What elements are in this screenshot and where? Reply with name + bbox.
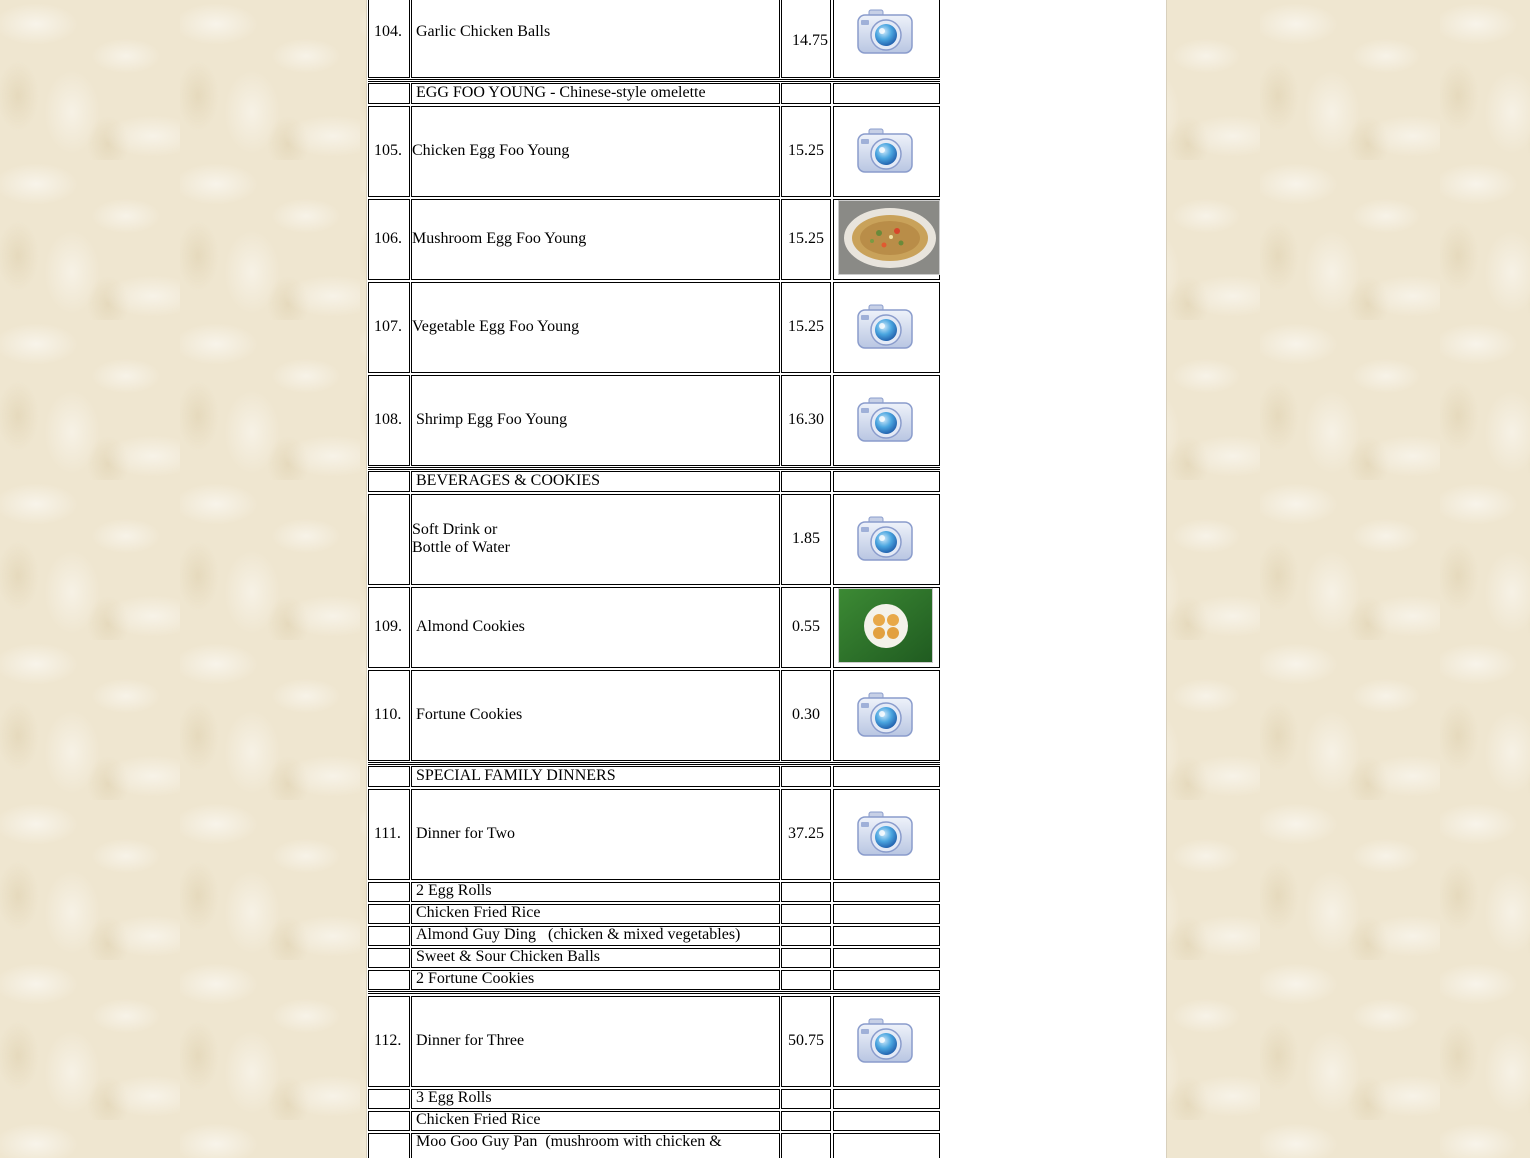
dinner-item-row [367, 1089, 943, 1109]
item-number: 104. [374, 23, 402, 40]
item-name: Chicken Egg Foo Young [412, 142, 570, 159]
camera-icon[interactable] [855, 808, 915, 860]
almond-cookies-photo[interactable] [838, 588, 933, 663]
dinner-item-row [367, 926, 943, 946]
item-number: 109. [374, 618, 402, 635]
item-price: 37.25 [788, 825, 824, 842]
menu-row-111 [367, 789, 943, 880]
section-row [367, 83, 943, 104]
item-number: 111. [374, 825, 401, 842]
dinner-item-row [367, 1111, 943, 1131]
section-row [367, 471, 943, 492]
menu-row-108 [367, 375, 943, 466]
item-number: 110. [374, 706, 402, 723]
item-number: 106. [374, 230, 402, 247]
dinner-item: 2 Egg Rolls [416, 882, 492, 899]
item-price: 15.25 [788, 142, 824, 159]
menu-row-105 [367, 106, 943, 197]
item-name: Fortune Cookies [416, 706, 523, 723]
item-price: 0.55 [792, 618, 820, 635]
menu-row-106 [367, 199, 943, 280]
camera-icon[interactable] [855, 394, 915, 446]
dinner-item: Moo Goo Guy Pan (mushroom with chicken & [416, 1133, 722, 1150]
section-title: SPECIAL FAMILY DINNERS [416, 767, 616, 784]
dinner-item: Sweet & Sour Chicken Balls [416, 948, 600, 965]
menu-row-107 [367, 282, 943, 373]
item-number: 107. [374, 318, 402, 335]
item-price: 50.75 [788, 1032, 824, 1049]
camera-icon[interactable] [855, 513, 915, 565]
dinner-item: Almond Guy Ding (chicken & mixed vegetables) [416, 926, 741, 943]
item-price: 15.25 [788, 318, 824, 335]
camera-icon[interactable] [855, 301, 915, 353]
dinner-item-row [367, 948, 943, 968]
dinner-item-row [367, 970, 943, 990]
egg-foo-young-photo[interactable] [838, 200, 940, 275]
menu-row-104 [367, 0, 943, 78]
item-name: Vegetable Egg Foo Young [412, 318, 580, 335]
item-price: 1.85 [792, 530, 820, 547]
item-price: 0.30 [792, 706, 820, 723]
item-name: Dinner for Three [416, 1032, 525, 1049]
camera-icon[interactable] [855, 6, 915, 58]
section-row [367, 766, 943, 787]
item-number: 105. [374, 142, 402, 159]
dinner-item: Chicken Fried Rice [416, 904, 541, 921]
item-name: Shrimp Egg Foo Young [416, 411, 568, 428]
item-price: 16.30 [788, 411, 824, 428]
item-price: 15.25 [788, 230, 824, 247]
menu-row-112 [367, 996, 943, 1087]
dinner-item: Chicken Fried Rice [416, 1111, 541, 1128]
item-name: Dinner for Two [416, 825, 516, 842]
item-name: Bottle of Water [412, 539, 510, 556]
menu-row-109 [367, 587, 943, 668]
item-name: Almond Cookies [416, 618, 525, 635]
item-name: Soft Drink or [412, 521, 498, 538]
menu-page [366, 0, 1167, 1158]
menu-row-110 [367, 670, 943, 761]
item-name: Garlic Chicken Balls [416, 23, 551, 40]
section-title: EGG FOO YOUNG - Chinese-style omelette [416, 84, 706, 101]
menu-row-soft-drink [367, 494, 943, 585]
dinner-item-row [367, 1133, 943, 1158]
dinner-item: 3 Egg Rolls [416, 1089, 492, 1106]
item-name: Mushroom Egg Foo Young [412, 230, 587, 247]
dinner-item-row [367, 882, 943, 902]
camera-icon[interactable] [855, 125, 915, 177]
item-number: 108. [374, 411, 402, 428]
item-price: 14.75 [792, 32, 828, 49]
section-title: BEVERAGES & COOKIES [416, 472, 601, 489]
camera-icon[interactable] [855, 1015, 915, 1067]
camera-icon[interactable] [855, 689, 915, 741]
item-number: 112. [374, 1032, 402, 1049]
dinner-item-row [367, 904, 943, 924]
dinner-item: 2 Fortune Cookies [416, 970, 535, 987]
